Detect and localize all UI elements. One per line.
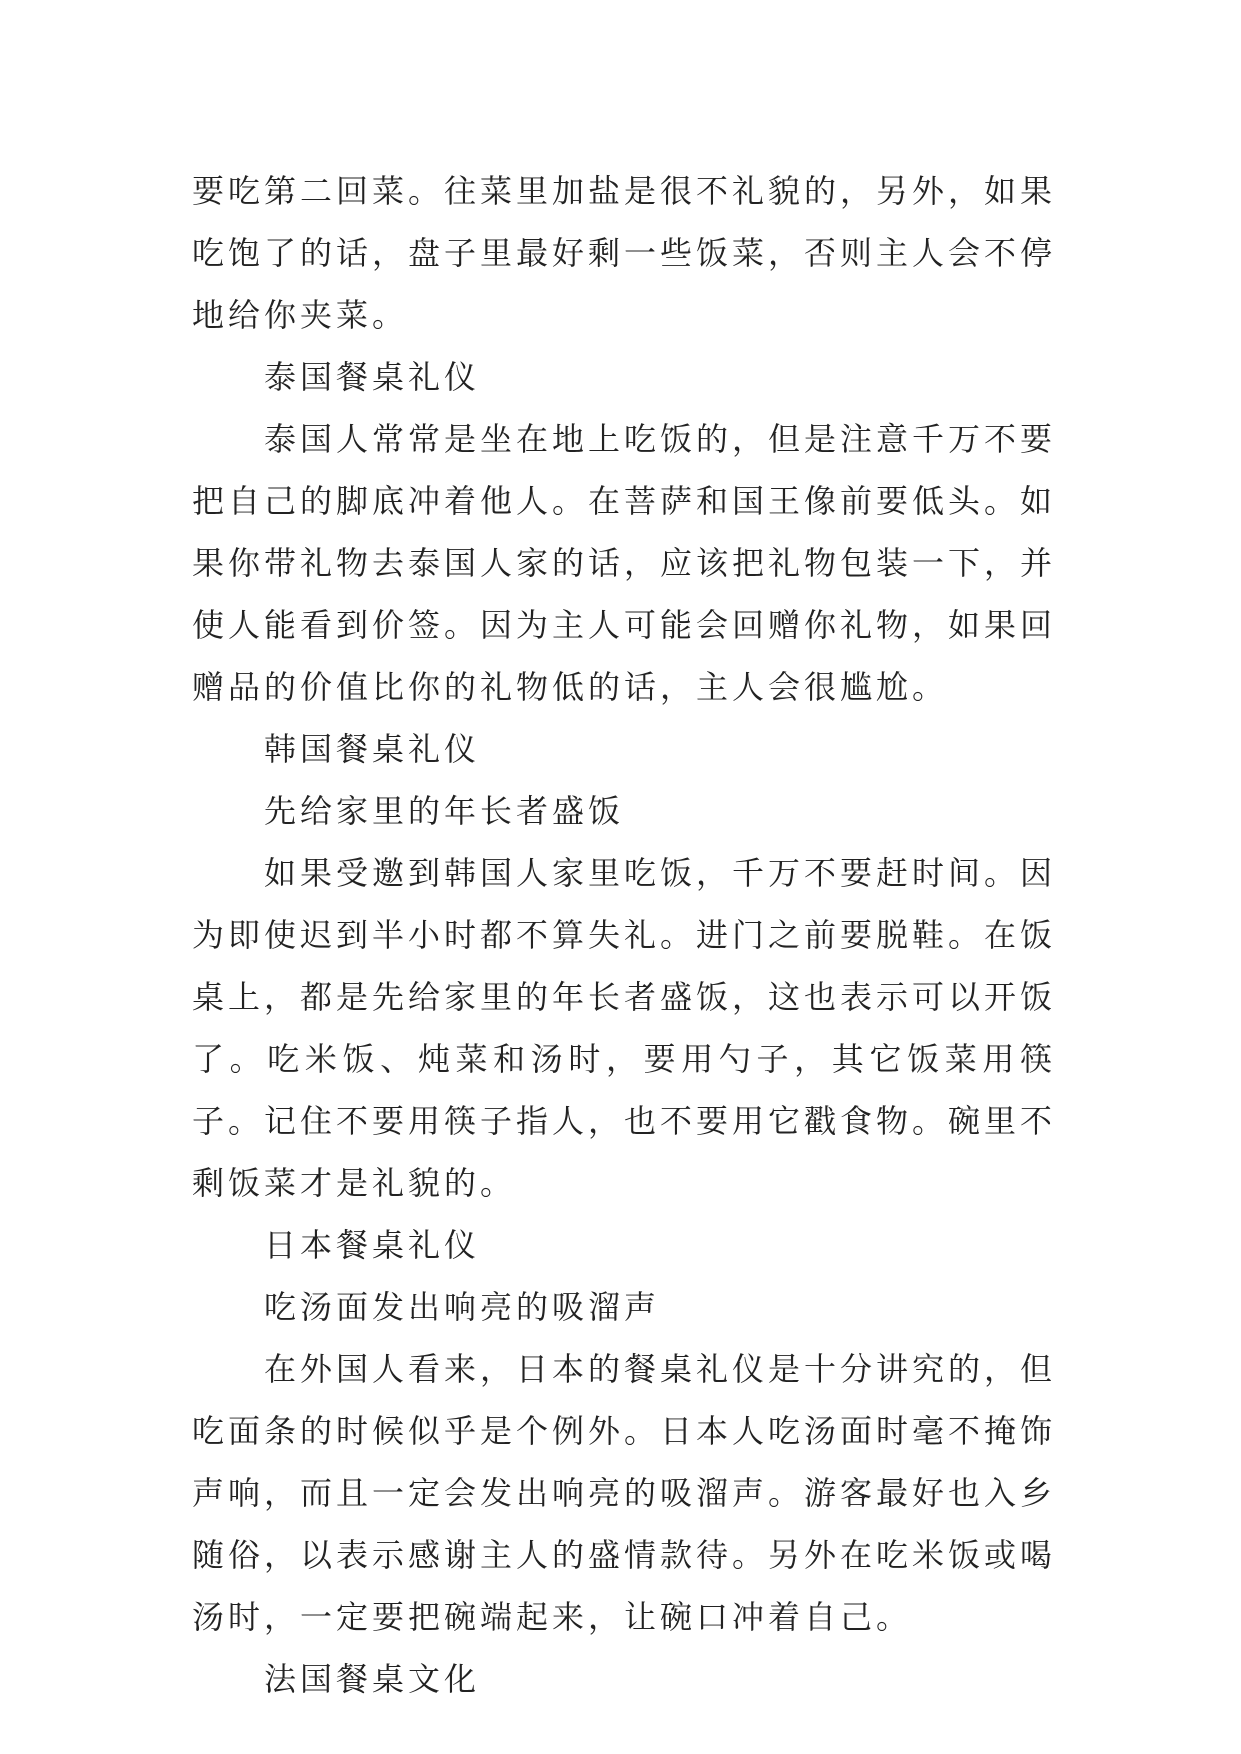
- subheading-korea: 先给家里的年长者盛饭: [264, 792, 625, 830]
- document-body: [192, 160, 1056, 1710]
- paragraph-continuation: 要吃第二回菜。往菜里加盐是很不礼貌的，另外，如果吃饱了的话，盘子里最好剩一些饭菜，否则主人会不停地给你夹菜。: [192, 172, 1057, 334]
- paragraph-japan: 在外国人看来，日本的餐桌礼仪是十分讲究的，但吃面条的时候似乎是个例外。日本人吃汤面时毫不掩饰声响，而且一定会发出响亮的吸溜声。游客最好也入乡随俗，以表示感谢主人的盛情款待。另外在吃米饭或喝汤时，一定要把碗端起来，让碗口冲着自己。: [192, 1350, 1057, 1636]
- subheading-japan: 吃汤面发出响亮的吸溜声: [264, 1288, 661, 1326]
- section-heading-korea: 韩国餐桌礼仪: [264, 730, 481, 768]
- section-heading-japan: 日本餐桌礼仪: [264, 1226, 481, 1264]
- section-heading-thailand: 泰国餐桌礼仪: [264, 358, 481, 396]
- section-heading-france: 法国餐桌文化: [264, 1660, 481, 1698]
- paragraph-korea: 如果受邀到韩国人家里吃饭，千万不要赶时间。因为即使迟到半小时都不算失礼。进门之前要脱鞋。在饭桌上，都是先给家里的年长者盛饭，这也表示可以开饭了。吃米饭、炖菜和汤时，要用勺子，其它饭菜用筷子。记住不要用筷子指人，也不要用它戳食物。碗里不剩饭菜才是礼貌的。: [192, 854, 1057, 1202]
- paragraph-thailand: 泰国人常常是坐在地上吃饭的，但是注意千万不要把自己的脚底冲着他人。在菩萨和国王像前要低头。如果你带礼物去泰国人家的话，应该把礼物包装一下，并使人能看到价签。因为主人可能会回赠你礼物，如果回赠品的价值比你的礼物低的话，主人会很尴尬。: [192, 420, 1057, 706]
